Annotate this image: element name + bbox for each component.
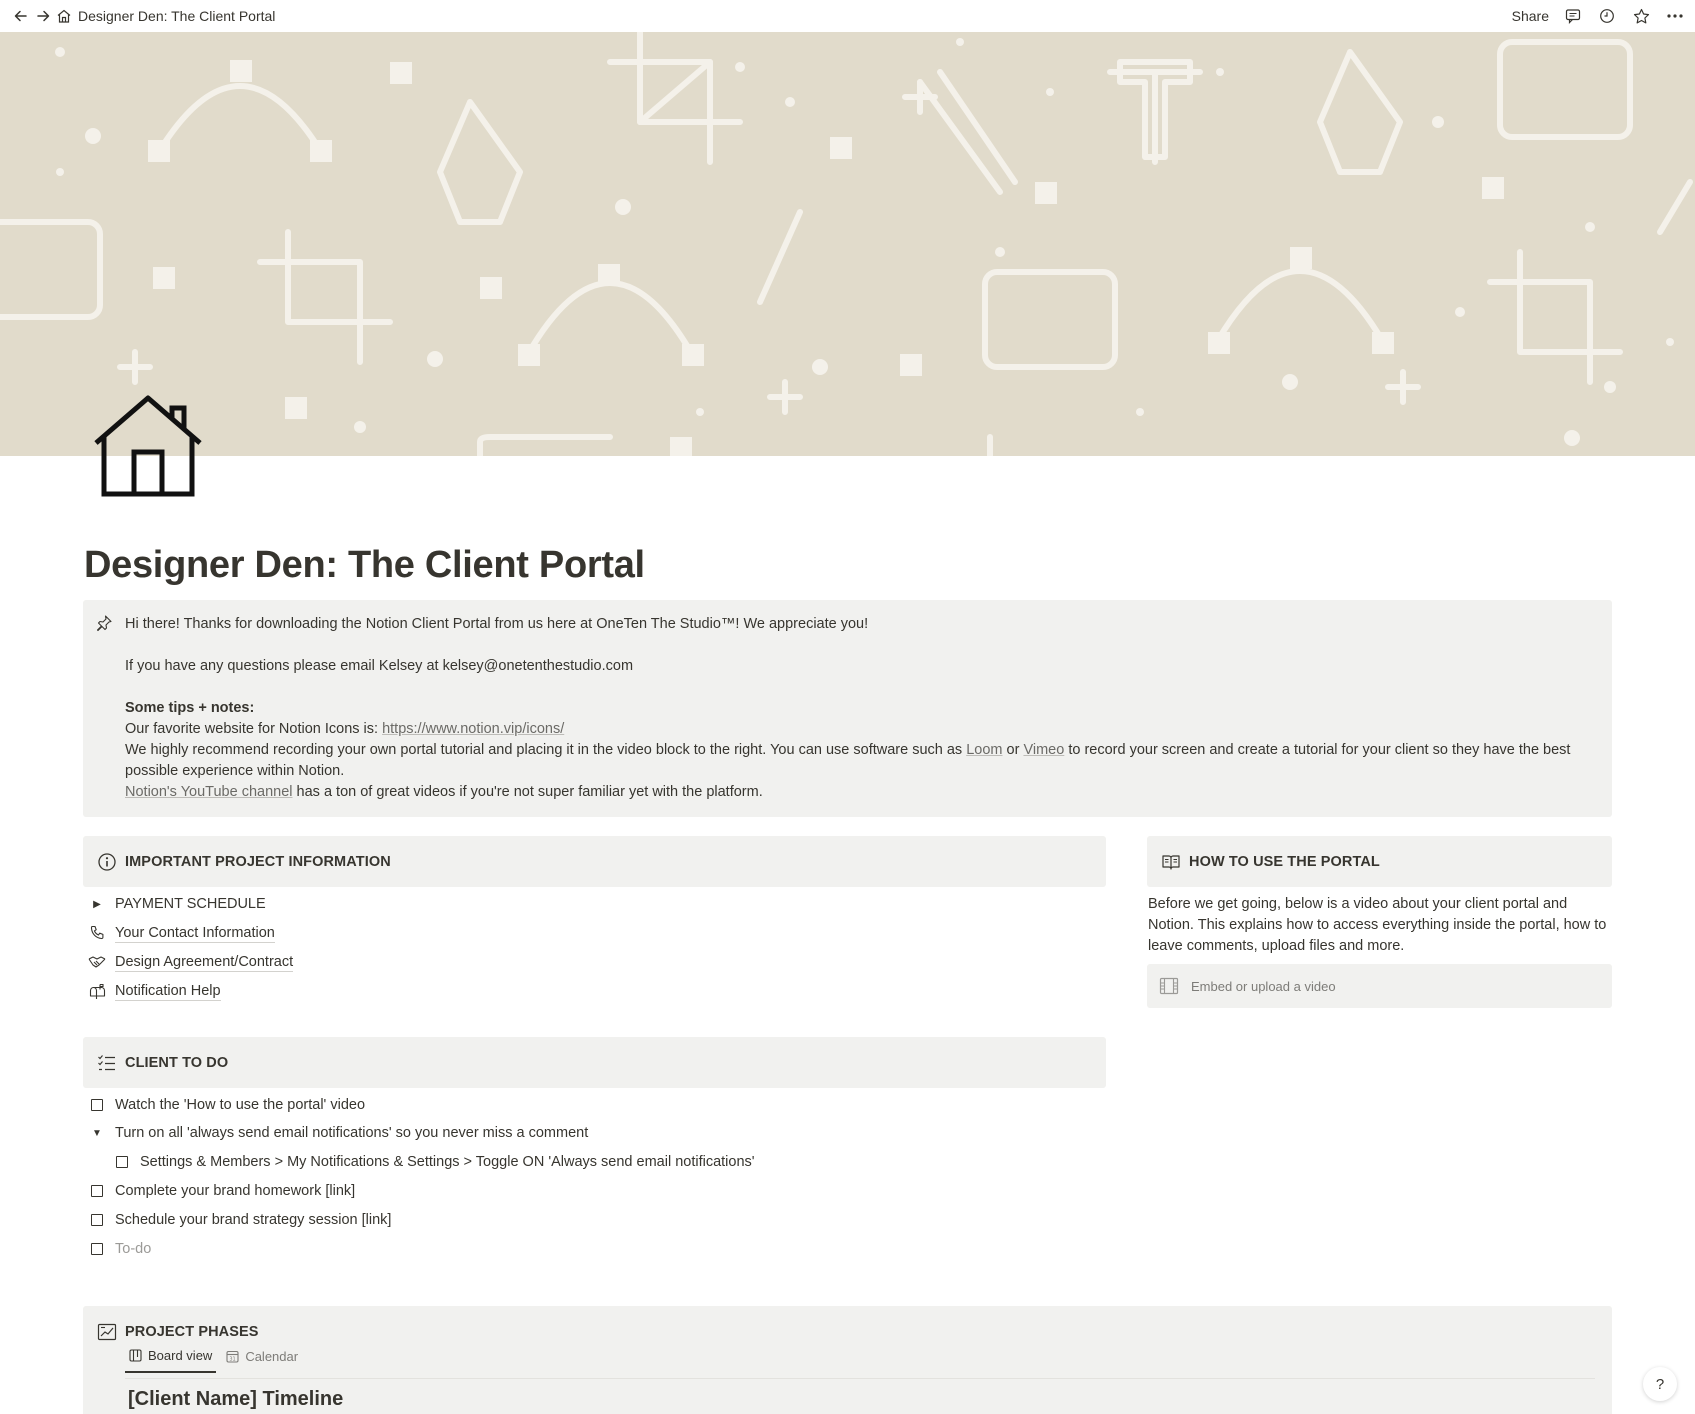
todo-placeholder: To-do: [115, 1241, 152, 1257]
handshake-icon: [88, 953, 106, 971]
recommend-suffix: to record your screen and create a tutorial for your client so they have the best possible experience within Notion.: [125, 742, 1571, 779]
todo-checkbox[interactable]: [91, 1243, 103, 1255]
star-icon[interactable]: [1631, 6, 1651, 26]
notion-icons-link[interactable]: https://www.notion.vip/icons/: [382, 721, 565, 737]
chart-icon: [95, 1320, 119, 1344]
tab-calendar-label: Calendar: [245, 1349, 299, 1364]
nav-controls: [10, 5, 54, 27]
callout-greeting: Hi there! Thanks for downloading the Notion Client Portal from us here at OneTen The Studio™! We appreciate you!: [125, 616, 869, 632]
video-film-icon: [1159, 977, 1179, 995]
house-icon[interactable]: [90, 390, 210, 502]
callout-email-line: If you have any questions please email Kelsey at kelsey@onetenthestudio.com: [125, 658, 634, 674]
project-phases-section: [83, 1306, 1612, 1414]
tab-board-view[interactable]: [125, 1346, 216, 1373]
back-arrow-icon[interactable]: [10, 5, 32, 27]
project-phases-heading: [83, 1306, 1612, 1357]
todo-toggle-item[interactable]: [88, 1120, 588, 1146]
loom-link[interactable]: Loom: [966, 742, 1003, 758]
tab-calendar[interactable]: [222, 1346, 302, 1373]
video-embed-placeholder: Embed or upload a video: [1191, 978, 1336, 994]
todo-checkbox[interactable]: [116, 1156, 128, 1168]
tips-heading: Some tips + notes:: [125, 700, 255, 716]
recommend-prefix: We highly recommend recording your own portal tutorial and placing it in the video block to the right. You can use software such as: [125, 742, 967, 758]
icons-prefix: Our favorite website for Notion Icons is:: [125, 721, 383, 737]
youtube-link[interactable]: Notion's YouTube channel: [125, 784, 293, 800]
todo-item: [88, 1207, 391, 1233]
board-icon: [129, 1349, 142, 1362]
contact-info-link[interactable]: [88, 920, 275, 946]
todo-item-empty[interactable]: [88, 1236, 151, 1262]
clock-icon[interactable]: [1597, 6, 1617, 26]
page-title[interactable]: Designer Den: The Client Portal: [84, 544, 645, 586]
phone-icon: [88, 924, 106, 942]
view-tabs: [125, 1346, 302, 1373]
callout-body: [125, 614, 1595, 803]
project-phases-heading-text: PROJECT PHASES: [125, 1323, 259, 1340]
how-to-heading-text: HOW TO USE THE PORTAL: [1189, 853, 1380, 870]
todo-label: Complete your brand homework [link]: [115, 1183, 356, 1199]
client-todo-heading-text: CLIENT TO DO: [125, 1054, 229, 1071]
forward-arrow-icon[interactable]: [32, 5, 54, 27]
payment-schedule-label: PAYMENT SCHEDULE: [115, 896, 266, 912]
video-embed-block[interactable]: [1147, 964, 1612, 1008]
comment-icon[interactable]: [1563, 6, 1583, 26]
checklist-icon: [95, 1051, 119, 1075]
youtube-suffix: has a ton of great videos if you're not super familiar yet with the platform.: [292, 784, 763, 800]
todo-checkbox[interactable]: [91, 1099, 103, 1111]
design-agreement-link[interactable]: [88, 949, 293, 975]
breadcrumb-title: Designer Den: The Client Portal: [78, 8, 276, 24]
cover-pattern: [0, 32, 1695, 456]
or-text: or: [1002, 742, 1024, 758]
project-info-heading-text: IMPORTANT PROJECT INFORMATION: [125, 853, 391, 870]
help-button[interactable]: ?: [1643, 1367, 1677, 1401]
todo-item: [88, 1178, 355, 1204]
mailbox-icon: [88, 982, 106, 1000]
info-icon: [95, 850, 119, 874]
toggle-triangle-icon[interactable]: ▶: [93, 898, 101, 910]
intro-callout: [83, 600, 1612, 817]
toggle-open-icon[interactable]: ▼: [92, 1127, 102, 1139]
client-todo-heading: [83, 1037, 1106, 1088]
tab-board-view-label: Board view: [148, 1348, 213, 1363]
more-icon[interactable]: [1665, 6, 1685, 26]
notification-help-link[interactable]: [88, 978, 221, 1004]
breadcrumb[interactable]: [56, 8, 275, 24]
todo-item: [88, 1092, 365, 1118]
todo-label: Watch the 'How to use the portal' video: [115, 1097, 366, 1113]
todo-checkbox[interactable]: [91, 1185, 103, 1197]
how-to-heading: [1147, 836, 1612, 887]
home-icon: [56, 8, 72, 24]
book-icon: [1159, 850, 1183, 874]
todo-checkbox[interactable]: [91, 1214, 103, 1226]
database-title[interactable]: [Client Name] Timeline: [128, 1388, 344, 1410]
todo-item-nested: [113, 1149, 755, 1175]
todo-label: Settings & Members > My Notifications & Settings > Toggle ON 'Always send email notifications': [140, 1154, 755, 1170]
payment-schedule-toggle[interactable]: [88, 891, 266, 917]
design-agreement-label: Design Agreement/Contract: [115, 953, 294, 970]
share-button[interactable]: Share: [1511, 8, 1549, 24]
tabs-divider: [125, 1378, 1595, 1379]
pin-icon: [95, 614, 113, 639]
calendar-icon: [226, 1350, 239, 1363]
todo-toggle-label: Turn on all 'always send email notifications' so you never miss a comment: [115, 1125, 589, 1141]
notification-help-label: Notification Help: [115, 982, 221, 999]
contact-info-label: Your Contact Information: [115, 924, 275, 941]
how-to-description: Before we get going, below is a video about your client portal and Notion. This explains how to access everything inside the portal, how to leave comments, upload files and more.: [1148, 896, 1607, 954]
cover-image[interactable]: [0, 32, 1695, 456]
todo-label: Schedule your brand strategy session [link]: [115, 1212, 392, 1228]
svg-text:31: 31: [229, 1356, 236, 1363]
topbar-actions: [1512, 0, 1685, 32]
vimeo-link[interactable]: Vimeo: [1023, 742, 1065, 758]
project-info-heading: [83, 836, 1106, 887]
top-bar: [0, 0, 1695, 32]
